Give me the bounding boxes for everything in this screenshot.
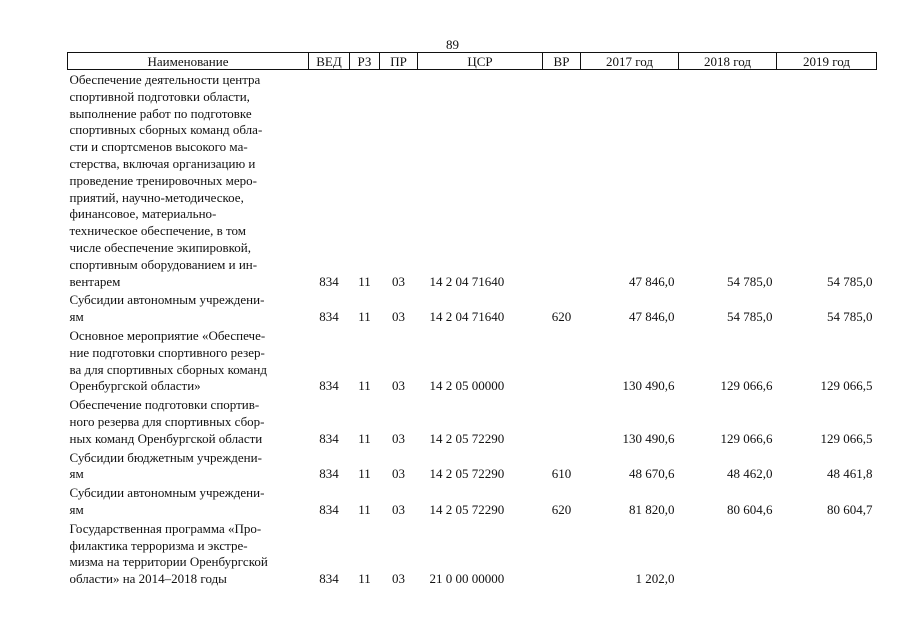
row-csr: 14 2 05 72290 [429, 466, 505, 482]
table-row [68, 290, 877, 326]
row-csr: 14 2 04 71640 [429, 309, 505, 325]
row-2019: 129 066,5 [820, 378, 873, 394]
row-2017: 48 670,6 [629, 466, 675, 482]
row-2019: 48 461,8 [827, 466, 873, 482]
row-2017: 47 846,0 [629, 273, 675, 289]
row-rz: 11 [358, 378, 371, 394]
row-2019 [777, 519, 877, 588]
row-2018: 129 066,6 [720, 430, 773, 446]
row-2018: 48 462,0 [727, 466, 773, 482]
header-ved: ВЕД [309, 53, 350, 70]
row-rz: 11 [358, 501, 371, 517]
row-vr [543, 395, 581, 447]
row-ved: 834 [319, 430, 339, 446]
budget-table [67, 52, 877, 588]
row-name: Обеспечение подготовки спортив- ного резерва для спортивных сбор- ных команд Оренбургской области [69, 397, 265, 446]
row-ved: 834 [319, 571, 339, 587]
row-ved: 834 [319, 501, 339, 517]
row-rz: 11 [358, 273, 371, 289]
row-rz: 11 [358, 309, 371, 325]
header-2017: 2017 год [581, 53, 679, 70]
row-vr [543, 326, 581, 395]
row-ved: 834 [319, 273, 339, 289]
row-vr: 620 [551, 501, 572, 517]
header-pr: ПР [380, 53, 418, 70]
page-number: 89 [446, 37, 459, 52]
row-csr: 14 2 04 71640 [429, 273, 505, 289]
row-csr: 14 2 05 72290 [429, 430, 505, 446]
row-vr [543, 70, 581, 291]
row-name: Основное мероприятие «Обеспече- ние подготовки спортивного резер- ва для спортивных сборных команд Оренбургской области» [69, 327, 267, 394]
table-row [68, 448, 877, 484]
row-2018: 80 604,6 [727, 501, 773, 517]
row-ved: 834 [319, 466, 339, 482]
row-rz: 11 [358, 430, 371, 446]
row-csr: 14 2 05 72290 [429, 501, 505, 517]
row-csr: 14 2 05 00000 [429, 378, 505, 394]
row-name: Государственная программа «Про- филактика терроризма и экстре- мизма на территории Оренбургской области» на 2014–2018 годы [69, 520, 268, 587]
row-2019: 54 785,0 [827, 309, 873, 325]
header-2018: 2018 год [679, 53, 777, 70]
row-ved: 834 [319, 378, 339, 394]
header-vr: ВР [543, 53, 581, 70]
row-pr: 03 [392, 378, 405, 394]
row-vr: 610 [551, 466, 572, 482]
row-pr: 03 [392, 571, 405, 587]
table-body [68, 70, 877, 588]
table-header [68, 53, 877, 70]
row-csr: 21 0 00 00000 [429, 571, 505, 587]
row-2017: 130 490,6 [622, 430, 675, 446]
table-row [68, 326, 877, 395]
row-2019: 129 066,5 [820, 430, 873, 446]
row-2019: 80 604,7 [827, 501, 873, 517]
row-2018: 54 785,0 [727, 309, 773, 325]
row-rz: 11 [358, 466, 371, 482]
header-name: Наименование [68, 53, 309, 70]
row-pr: 03 [392, 273, 405, 289]
row-2017: 47 846,0 [629, 309, 675, 325]
table-row [68, 483, 877, 519]
row-2019: 54 785,0 [827, 273, 873, 289]
row-2017: 130 490,6 [622, 378, 675, 394]
row-vr: 620 [551, 309, 572, 325]
row-name: Субсидии автономным учреждени- ям [69, 485, 265, 517]
table-row [68, 519, 877, 588]
row-name: Субсидии бюджетным учреждени- ям [69, 449, 262, 482]
row-2018: 54 785,0 [727, 273, 773, 289]
row-pr: 03 [392, 466, 405, 482]
header-rz: РЗ [350, 53, 380, 70]
row-pr: 03 [392, 501, 405, 517]
row-2017: 81 820,0 [629, 501, 675, 517]
row-vr [543, 519, 581, 588]
table-row [68, 70, 877, 291]
header-csr: ЦСР [418, 53, 543, 70]
row-2018: 129 066,6 [720, 378, 773, 394]
row-rz: 11 [358, 571, 371, 587]
row-pr: 03 [392, 430, 405, 446]
header-2019: 2019 год [777, 53, 877, 70]
row-2018 [679, 519, 777, 588]
row-ved: 834 [319, 309, 339, 325]
row-name: Обеспечение деятельности центра спортивной подготовки области, выполнение работ по подготовке спортивных сборных команд обла- сти и спортсменов высокого ма- стерства, включая организацию и проведение тренировочных меро- приятий, научно-методическое, финансовое, материально- техническое обеспечение, в том числе обеспечение экипировкой, спортивным оборудованием и ин- вентарем [69, 72, 263, 289]
table-row [68, 395, 877, 447]
row-pr: 03 [392, 309, 405, 325]
row-name: Субсидии автономным учреждени- ям [69, 292, 265, 325]
row-2017: 1 202,0 [635, 571, 675, 587]
